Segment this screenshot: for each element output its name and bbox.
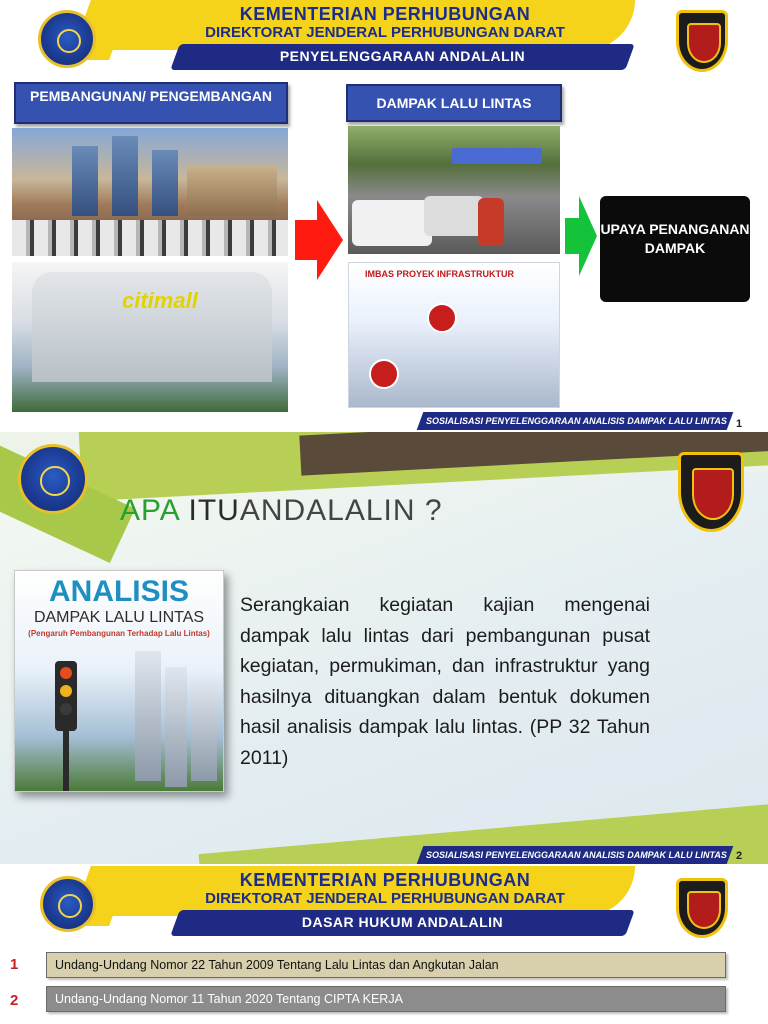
slide-title: DASAR HUKUM ANDALALIN [301,914,504,930]
directorate-title: DIREKTORAT JENDERAL PERHUBUNGAN DARAT [205,890,565,907]
book-subtitle: DAMPAK LALU LINTAS [33,609,205,626]
development-label: PEMBANGUNAN/ PENGEMBANGAN [14,82,288,124]
definition-text: Serangkaian kegiatan kajian mengenai dampak lalu lintas dari pembangunan pusat kegiatan, permukiman, dan infrastruktur yang hasilnya dituangkan dalam bentuk dokumen hasil analisis dampak lalu lintas. (PP 32 Tahun 2011) [240,594,650,769]
mall-building-shape [187,166,277,216]
heading-andalalin: ANDALALIN ? [239,494,443,527]
tower-shape [72,146,98,216]
book-cover [14,570,224,792]
ministry-emblem-icon [18,444,88,514]
parked-cars [12,220,288,256]
ministry-emblem-icon [40,876,96,932]
law-item: Undang-Undang Nomor 11 Tahun 2020 Tentang CIPTA KERJA [46,986,726,1012]
heading-itu: ITU [188,494,240,527]
mitigation-box: UPAYA PENANGANAN DAMPAK [600,196,750,302]
tower-shape [112,136,138,216]
book-title: ANALISIS [48,575,189,608]
page-number: 2 [736,850,743,862]
slide-1 [0,0,768,430]
ministry-title: KEMENTERIAN PERHUBUNGAN [239,4,531,24]
page-title [120,494,443,528]
slide-title: PENYELENGGARAAN ANDALALIN [279,48,526,64]
law-item: Undang-Undang Nomor 22 Tahun 2009 Tentang Lalu Lintas dan Angkutan Jalan [46,952,726,978]
slide-2 [0,432,768,864]
traffic-jam-photo [348,126,560,254]
page-number: 1 [736,418,743,430]
heading-apa: APA [120,494,180,527]
mall-brand-text: citimall [122,288,198,313]
footer-text: SOSIALISASI PENYELENGGARAAN ANALISIS DAMPAK LALU LINTAS [426,416,727,426]
shield-emblem-icon [678,452,744,532]
mall-photo [12,128,288,256]
traffic-light-amber [60,685,72,697]
citimall-photo [12,262,288,412]
car-shape [424,196,484,236]
shield-emblem-icon [676,10,728,72]
infographic-headline: IMBAS PROYEK INFRASTRUKTUR [365,269,515,279]
directorate-title: DIREKTORAT JENDERAL PERHUBUNGAN DARAT [205,24,565,41]
ministry-title: KEMENTERIAN PERHUBUNGAN [239,870,531,890]
building-shape [135,651,161,781]
infographic-badge [427,303,457,333]
traffic-light-red [60,667,72,679]
building-shape [165,667,187,787]
traffic-pole [63,731,69,792]
motorbike-shape [478,198,504,246]
traffic-light-green [60,703,72,715]
car-shape [352,200,432,246]
billboard-shape [452,148,542,164]
infrastructure-infographic [348,262,560,408]
book-note: (Pengaruh Pembangunan Terhadap Lalu Lintas) [28,629,210,638]
law-number: 1 [10,956,19,973]
shield-emblem-icon [676,878,728,938]
law-number: 2 [10,992,19,1009]
infographic-badge [369,359,399,389]
traffic-impact-label: DAMPAK LALU LINTAS [346,84,562,122]
ministry-emblem-icon [38,10,96,68]
footer-text: SOSIALISASI PENYELENGGARAAN ANALISIS DAMPAK LALU LINTAS [426,850,727,860]
building-shape [191,681,217,781]
tower-shape [152,150,178,216]
slide-3 [0,866,768,1024]
